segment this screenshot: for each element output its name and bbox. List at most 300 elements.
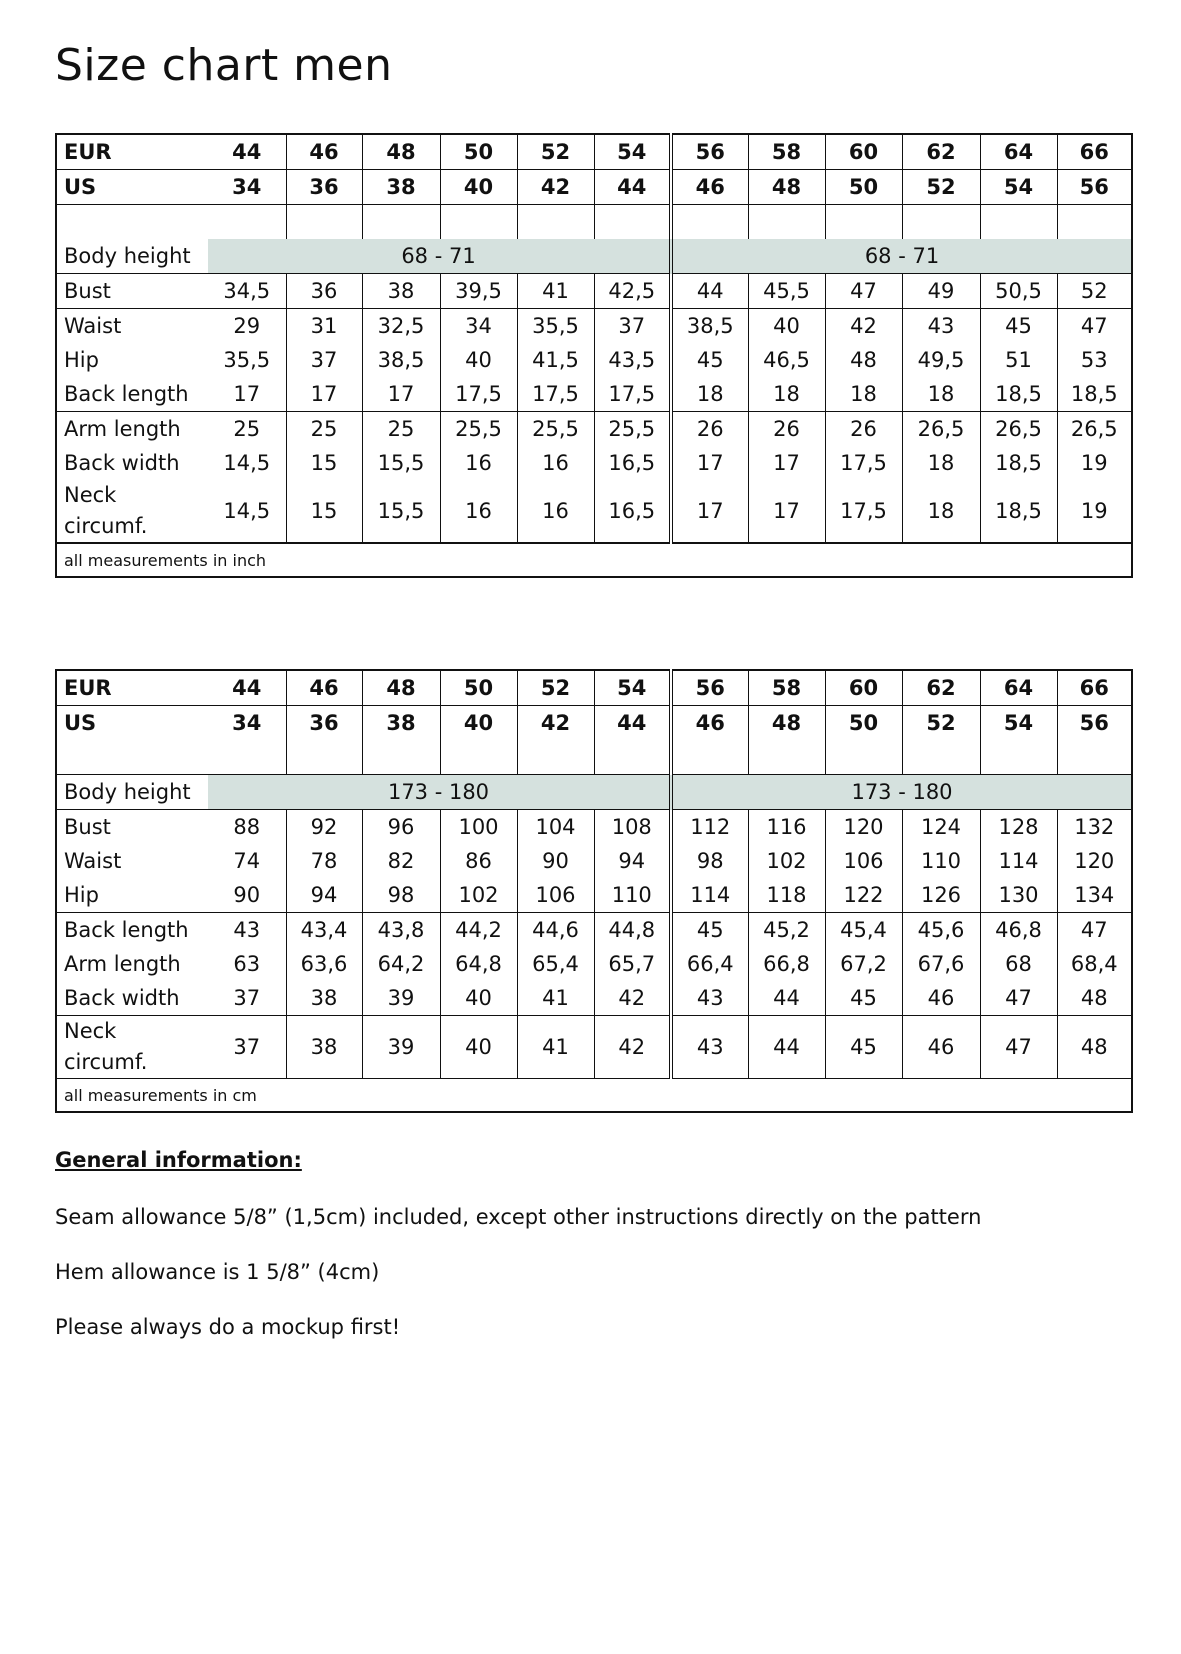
eur-size-cell: 56 [671,670,748,706]
value-cell: 39 [362,1016,440,1079]
value-cell: 17,5 [440,377,517,412]
neck-label-line: Neck [64,1019,117,1043]
value-cell: 74 [208,844,286,878]
value-cell: 128 [980,810,1057,845]
eur-size-cell: 54 [594,670,671,706]
value-cell: 40 [748,309,825,344]
us-size-cell: 48 [748,706,825,741]
value-cell: 47 [825,274,902,309]
value-cell: 130 [980,878,1057,913]
value-cell: 43,8 [362,913,440,948]
us-size-cell: 52 [902,706,980,741]
value-cell: 26,5 [1070,417,1118,441]
us-size-cell: 50 [825,706,902,741]
measure-row [56,844,1132,878]
spacer-cell [902,740,980,775]
neck-label-line: circumf. [64,1050,148,1074]
value-cell: 18 [902,446,980,480]
value-cell: 126 [902,878,980,913]
value-cell: 19 [1080,451,1108,475]
eur-size-cell: 50 [440,134,517,170]
value-cell: 112 [671,810,748,845]
value-cell: 45 [825,981,902,1016]
us-size-cell: 38 [362,170,440,205]
value-cell: 16 [440,446,517,480]
value-cell: 18 [902,377,980,412]
eur-size-cell: 62 [902,670,980,706]
value-cell: 64,8 [440,947,517,981]
value-cell: 17,5 [825,446,902,480]
value-cell: 45 [671,913,748,948]
value-cell: 40 [440,343,517,377]
value-cell: 49 [902,274,980,309]
spacer-cell [56,205,208,240]
value-cell: 43 [671,981,748,1016]
value-cell: 120 [825,810,902,845]
measure-row [56,309,1132,344]
spacer-row [56,205,1132,240]
measure-row [56,810,1132,845]
spacer-cell [56,740,208,775]
value-cell: 78 [286,844,362,878]
value-cell: 47 [1080,918,1108,942]
measure-row [56,947,1132,981]
value-cell: 37 [286,343,362,377]
value-cell: 17 [286,377,362,412]
value-cell: 63 [208,947,286,981]
us-size-cell: 42 [517,706,594,741]
general-info-line: Please always do a mockup first! [55,1315,401,1339]
us-size-cell: 54 [980,706,1057,741]
measure-row [56,412,1132,447]
measure-row [56,377,1132,412]
eur-label: EUR [56,134,208,170]
value-cell: 25 [362,412,440,447]
value-cell: 38 [286,981,362,1016]
value-cell: 102 [748,844,825,878]
value-cell: 34 [440,309,517,344]
value-cell: 31 [286,309,362,344]
value-cell: 64,2 [362,947,440,981]
value-cell: 41,5 [517,343,594,377]
value-cell: 16 [440,480,517,543]
value-cell: 16,5 [594,446,671,480]
value-cell: 48 [1057,981,1132,1016]
neck-label-line: circumf. [64,514,148,538]
us-size-cell: 36 [286,706,362,741]
value-cell: 134 [1057,878,1132,913]
value-cell: 32,5 [362,309,440,344]
value-cell: 38,5 [671,309,748,344]
value-cell: 102 [440,878,517,913]
page-title: Size chart men [55,40,393,91]
value-cell: 110 [902,844,980,878]
us-size-cell: 48 [748,170,825,205]
value-cell: 49,5 [902,343,980,377]
spacer-cell [286,205,362,240]
value-cell: 45,6 [902,913,980,948]
eur-size-cell: 48 [362,670,440,706]
value-cell: 35,5 [517,309,594,344]
value-cell: 18 [748,377,825,412]
spacer-cell [440,740,517,775]
value-cell: 45,2 [748,913,825,948]
eur-size-cell: 52 [517,134,594,170]
eur-size-cell: 66 [1057,670,1132,706]
value-cell: 17 [362,377,440,412]
value-cell: 17 [748,480,825,543]
value-cell: 41 [517,981,594,1016]
measure-row [56,446,1132,480]
eur-label: EUR [56,670,208,706]
value-cell: 17 [208,377,286,412]
row-label: Back length [64,918,189,942]
eur-size-cell: 66 [1057,134,1132,170]
value-cell: 50,5 [980,274,1057,309]
value-cell: 94 [594,844,671,878]
value-cell: 26,5 [902,412,980,447]
value-cell: 42 [594,1016,671,1079]
value-cell: 46,5 [748,343,825,377]
body-height-range-left: 68 - 71 [208,239,671,274]
us-size-cell: 50 [825,170,902,205]
value-cell: 47 [1080,314,1108,338]
us-row [56,706,1132,741]
value-cell: 47 [980,1016,1057,1079]
value-cell: 43 [208,913,286,948]
value-cell: 15 [286,446,362,480]
value-cell: 39 [362,981,440,1016]
value-cell: 38,5 [362,343,440,377]
eur-size-cell: 50 [440,670,517,706]
value-cell: 114 [980,844,1057,878]
row-label: Arm length [64,417,181,441]
measure-row [56,343,1132,377]
value-cell: 18 [902,480,980,543]
spacer-cell [517,740,594,775]
us-size-cell: 44 [594,706,671,741]
value-cell: 14,5 [208,446,286,480]
size-table-cm [55,669,1133,1113]
value-cell: 45,4 [825,913,902,948]
value-cell: 26 [748,412,825,447]
value-cell: 18,5 [980,446,1057,480]
value-cell: 25 [208,412,286,447]
row-label: Bust [64,815,111,839]
value-cell: 45,5 [748,274,825,309]
value-cell: 15 [286,480,362,543]
value-cell: 17 [671,446,748,480]
value-cell: 53 [1080,348,1108,372]
value-cell: 17,5 [517,377,594,412]
value-cell: 41 [517,1016,594,1079]
row-label: Waist [64,849,122,873]
value-cell: 25,5 [440,412,517,447]
spacer-cell [594,740,671,775]
us-label: US [56,170,208,205]
value-cell: 45 [671,343,748,377]
value-cell: 67,2 [825,947,902,981]
value-cell: 63,6 [286,947,362,981]
value-cell: 18,5 [980,377,1057,412]
row-label: Bust [56,274,208,309]
us-size-cell: 34 [208,706,286,741]
value-cell: 52 [1057,274,1132,309]
general-info-line: Seam allowance 5/8” (1,5cm) included, except other instructions directly on the pattern [55,1205,982,1229]
value-cell: 15,5 [362,446,440,480]
value-cell: 25 [286,412,362,447]
value-cell: 65,7 [594,947,671,981]
value-cell: 132 [1074,815,1115,839]
body-height-range-right: 173 - 180 [671,775,1132,810]
value-cell: 68,4 [1070,952,1118,976]
value-cell: 39,5 [440,274,517,309]
us-size-cell: 40 [440,706,517,741]
spacer-row [56,740,1132,775]
footnote: all measurements in inch [64,550,267,570]
spacer-cell [671,205,748,240]
us-size-cell: 36 [286,170,362,205]
spacer-cell [825,205,902,240]
eur-size-cell: 46 [286,134,362,170]
value-cell: 110 [594,878,671,913]
us-size-cell: 44 [594,170,671,205]
value-cell: 37 [208,1016,286,1079]
value-cell: 68 [980,947,1057,981]
us-size-cell: 40 [440,170,517,205]
value-cell: 118 [748,878,825,913]
us-size-cell: 38 [362,706,440,741]
value-cell: 94 [286,878,362,913]
neck-row [56,1016,1132,1079]
value-cell: 18 [825,377,902,412]
row-label: Body height [56,775,208,810]
value-cell: 16 [517,480,594,543]
value-cell: 16,5 [594,480,671,543]
spacer-cell [748,740,825,775]
value-cell: 43,4 [286,913,362,948]
measure-row [56,878,1132,913]
value-cell: 67,6 [902,947,980,981]
value-cell: 17 [748,446,825,480]
body-height-range-left: 173 - 180 [208,775,671,810]
value-cell: 88 [208,810,286,845]
neck-label-line: Neck [64,483,117,507]
size-table-inch [55,133,1133,578]
us-label: US [64,711,97,735]
row-label: Hip [64,348,99,372]
value-cell: 98 [671,844,748,878]
value-cell: 66,8 [748,947,825,981]
value-cell: 98 [362,878,440,913]
value-cell: 26 [671,412,748,447]
us-size-cell: 56 [1079,711,1109,735]
value-cell: 25,5 [594,412,671,447]
us-size-cell: 54 [980,170,1057,205]
value-cell: 43 [671,1016,748,1079]
spacer-cell [594,205,671,240]
row-label [56,480,208,543]
eur-size-cell: 64 [980,134,1057,170]
value-cell: 25,5 [517,412,594,447]
value-cell: 41 [517,274,594,309]
value-cell: 46 [902,981,980,1016]
value-cell: 42,5 [594,274,671,309]
value-cell: 122 [825,878,902,913]
value-cell: 18,5 [1057,377,1132,412]
spacer-cell [1057,740,1132,775]
value-cell: 44 [748,1016,825,1079]
value-cell: 18 [671,377,748,412]
eur-size-cell: 44 [208,134,286,170]
eur-row [56,134,1132,170]
eur-size-cell: 46 [286,670,362,706]
value-cell: 46,8 [980,913,1057,948]
us-size-cell: 42 [517,170,594,205]
spacer-cell [286,740,362,775]
value-cell: 36 [286,274,362,309]
value-cell: 82 [362,844,440,878]
value-cell: 14,5 [208,480,286,543]
eur-size-cell: 54 [594,134,671,170]
value-cell: 104 [517,810,594,845]
spacer-cell [825,740,902,775]
eur-size-cell: 64 [980,670,1057,706]
value-cell: 26 [825,412,902,447]
measure-row [56,981,1132,1016]
value-cell: 18,5 [980,480,1057,543]
eur-size-cell: 60 [825,670,902,706]
eur-size-cell: 62 [902,134,980,170]
us-size-cell: 46 [671,170,748,205]
spacer-cell [671,740,748,775]
value-cell: 45 [980,309,1057,344]
us-size-cell: 46 [671,706,748,741]
eur-size-cell: 56 [671,134,748,170]
neck-row [56,480,1132,543]
footnote: all measurements in cm [64,1085,257,1105]
spacer-cell [748,205,825,240]
eur-row [56,670,1132,706]
eur-size-cell: 48 [362,134,440,170]
spacer-cell [980,205,1057,240]
value-cell: 116 [748,810,825,845]
eur-size-cell: 52 [517,670,594,706]
value-cell: 17 [671,480,748,543]
row-label [56,1016,208,1079]
value-cell: 15,5 [362,480,440,543]
value-cell: 44 [671,274,748,309]
us-size-cell: 52 [902,170,980,205]
value-cell: 38 [362,274,440,309]
value-cell: 37 [594,309,671,344]
value-cell: 46 [902,1016,980,1079]
eur-size-cell: 60 [825,134,902,170]
spacer-cell [208,205,286,240]
value-cell: 43 [902,309,980,344]
eur-size-cell: 58 [748,134,825,170]
value-cell: 42 [825,309,902,344]
value-cell: 96 [362,810,440,845]
value-cell: 108 [594,810,671,845]
value-cell: 35,5 [208,343,286,377]
value-cell: 37 [208,981,286,1016]
body-height-range-right: 68 - 71 [671,239,1132,274]
us-row [56,170,1132,205]
general-info-line: Hem allowance is 1 5/8” (4cm) [55,1260,380,1284]
value-cell: 43,5 [594,343,671,377]
value-cell: 34,5 [208,274,286,309]
value-cell: 44,6 [517,913,594,948]
value-cell: 47 [980,981,1057,1016]
value-cell: 90 [517,844,594,878]
value-cell: 44,8 [594,913,671,948]
value-cell: 92 [286,810,362,845]
measure-row [56,913,1132,948]
value-cell: 16 [517,446,594,480]
row-label: Back length [56,377,208,412]
spacer-cell [362,740,440,775]
value-cell: 26,5 [980,412,1057,447]
value-cell: 48 [1057,1016,1132,1079]
value-cell: 17,5 [825,480,902,543]
value-cell: 106 [517,878,594,913]
value-cell: 40 [440,981,517,1016]
value-cell: 42 [594,981,671,1016]
row-label: Arm length [64,952,181,976]
value-cell: 51 [980,343,1057,377]
value-cell: 124 [902,810,980,845]
row-label: Back width [56,981,208,1016]
value-cell: 66,4 [671,947,748,981]
spacer-cell [1057,205,1132,240]
value-cell: 44,2 [440,913,517,948]
eur-size-cell: 58 [748,670,825,706]
footnote-row [56,543,1132,577]
us-size-cell: 34 [208,170,286,205]
value-cell: 100 [440,810,517,845]
value-cell: 106 [825,844,902,878]
value-cell: 65,4 [517,947,594,981]
row-label: Body height [56,239,208,274]
row-label: Waist [64,314,122,338]
us-size-cell: 56 [1057,170,1132,205]
spacer-cell [440,205,517,240]
row-label: Hip [56,878,208,913]
value-cell: 40 [440,1016,517,1079]
value-cell: 120 [1074,849,1115,873]
value-cell: 90 [208,878,286,913]
footnote-row [56,1079,1132,1113]
value-cell: 38 [286,1016,362,1079]
row-label: Back width [64,451,180,475]
measure-row [56,274,1132,309]
value-cell: 114 [671,878,748,913]
spacer-cell [980,740,1057,775]
eur-size-cell: 44 [208,670,286,706]
value-cell: 17,5 [594,377,671,412]
body-height-row [56,775,1132,810]
body-height-row [56,239,1132,274]
value-cell: 44 [748,981,825,1016]
value-cell: 86 [440,844,517,878]
spacer-cell [362,205,440,240]
spacer-cell [208,740,286,775]
general-info-title: General information: [55,1148,302,1172]
spacer-cell [517,205,594,240]
value-cell: 19 [1057,480,1132,543]
value-cell: 45 [825,1016,902,1079]
